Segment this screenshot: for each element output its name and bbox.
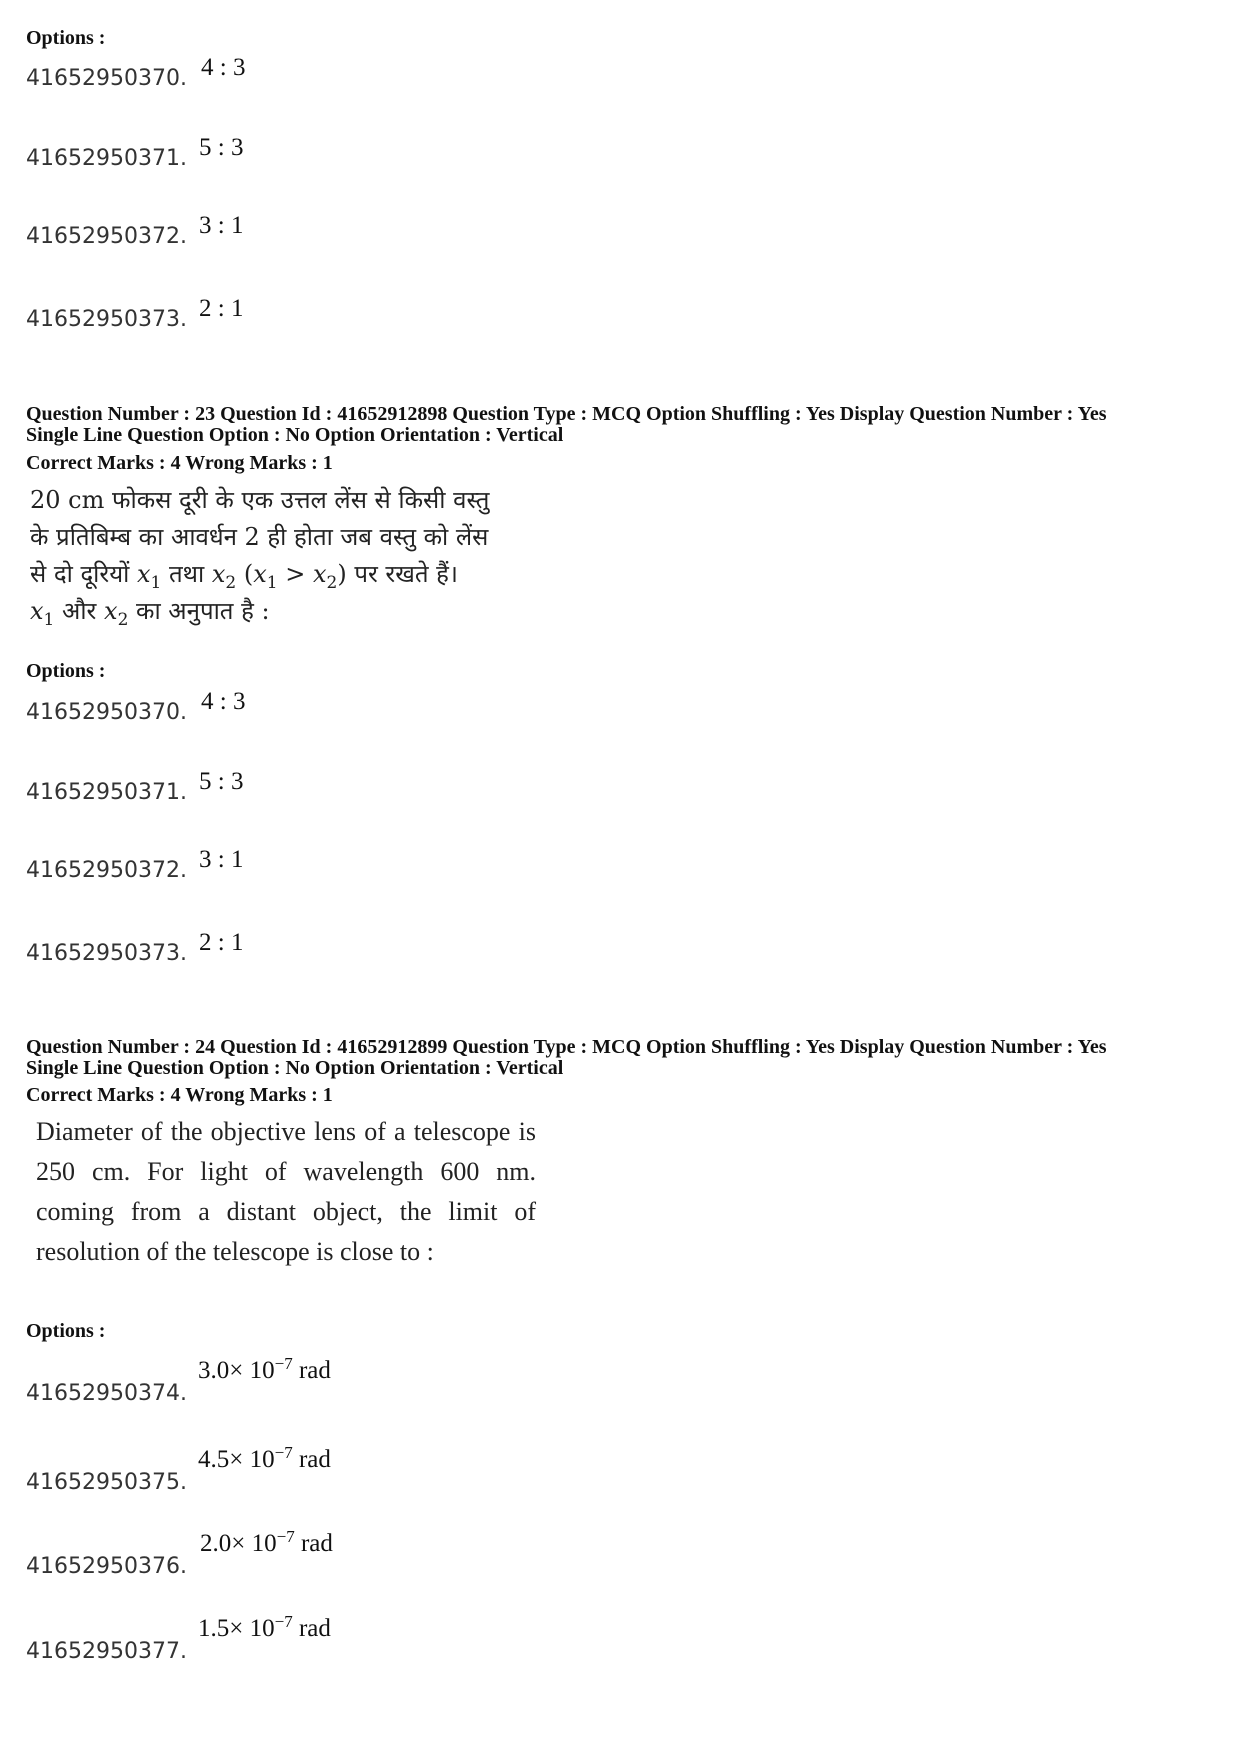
option-id: 41652950373. [26, 307, 187, 332]
question-line: $x_1$ और $x_2$ का अनुपात है : [30, 597, 270, 630]
question-marks: Correct Marks : 4 Wrong Marks : 1 [26, 452, 333, 474]
option-id: 41652950370. [26, 700, 187, 725]
option-value: $4.5\times 10^{-7}$ rad [198, 1443, 331, 1473]
option-id: 41652950373. [26, 941, 187, 966]
option-value: 5 : 3 [199, 768, 244, 795]
question-meta-line1: Question Number : 23 Question Id : 41652912898 Question Type : MCQ Option Shuffling : Yes Display Question Number : Yes [26, 403, 1107, 425]
options-label: Options : [26, 1320, 106, 1342]
option-id: 41652950371. [26, 780, 187, 805]
question-text: Diameter of the objective lens of a telescope is 250 cm. For light of wavelength 600 nm. coming from a distant object, the limit of resolution of the telescope is close to : [36, 1117, 536, 1266]
option-value: 4 : 3 [201, 688, 246, 715]
question-marks: Correct Marks : 4 Wrong Marks : 1 [26, 1084, 333, 1106]
question-line: से दो दूरियों $x_1$ तथा $x_2$ $(x_1 > x_2)$ पर रखते हैं। [30, 560, 459, 593]
option-value: $2.0\times 10^{-7}$ rad [200, 1527, 333, 1557]
question-meta-line2: Single Line Question Option : No Option Orientation : Vertical [26, 1057, 564, 1079]
option-id: 41652950372. [26, 858, 187, 883]
question-meta-line2: Single Line Question Option : No Option Orientation : Vertical [26, 424, 564, 446]
option-id: 41652950370. [26, 66, 187, 91]
option-id: 41652950376. [26, 1554, 187, 1579]
option-value: 5 : 3 [199, 134, 244, 161]
option-value: 3 : 1 [199, 212, 244, 239]
options-label: Options : [26, 660, 106, 682]
options-label: Options : [26, 27, 106, 49]
option-id: 41652950374. [26, 1381, 187, 1406]
question-line: के प्रतिबिम्ब का आवर्धन 2 ही होता जब वस्तु को लेंस [30, 523, 489, 551]
option-id: 41652950372. [26, 224, 187, 249]
question-line: 20 cm फोकस दूरी के एक उत्तल लेंस से किसी वस्तु [30, 486, 490, 514]
option-id: 41652950371. [26, 146, 187, 171]
option-value: $1.5\times 10^{-7}$ rad [198, 1612, 331, 1642]
option-id: 41652950377. [26, 1639, 187, 1664]
option-value: 2 : 1 [199, 295, 244, 322]
option-value: 3 : 1 [199, 846, 244, 873]
option-value: 4 : 3 [201, 54, 246, 81]
question-text [30, 482, 550, 630]
option-id: 41652950375. [26, 1470, 187, 1495]
option-value: 2 : 1 [199, 929, 244, 956]
option-value: $3.0\times 10^{-7}$ rad [198, 1354, 331, 1384]
question-meta-line1: Question Number : 24 Question Id : 41652912899 Question Type : MCQ Option Shuffling : Yes Display Question Number : Yes [26, 1036, 1107, 1058]
